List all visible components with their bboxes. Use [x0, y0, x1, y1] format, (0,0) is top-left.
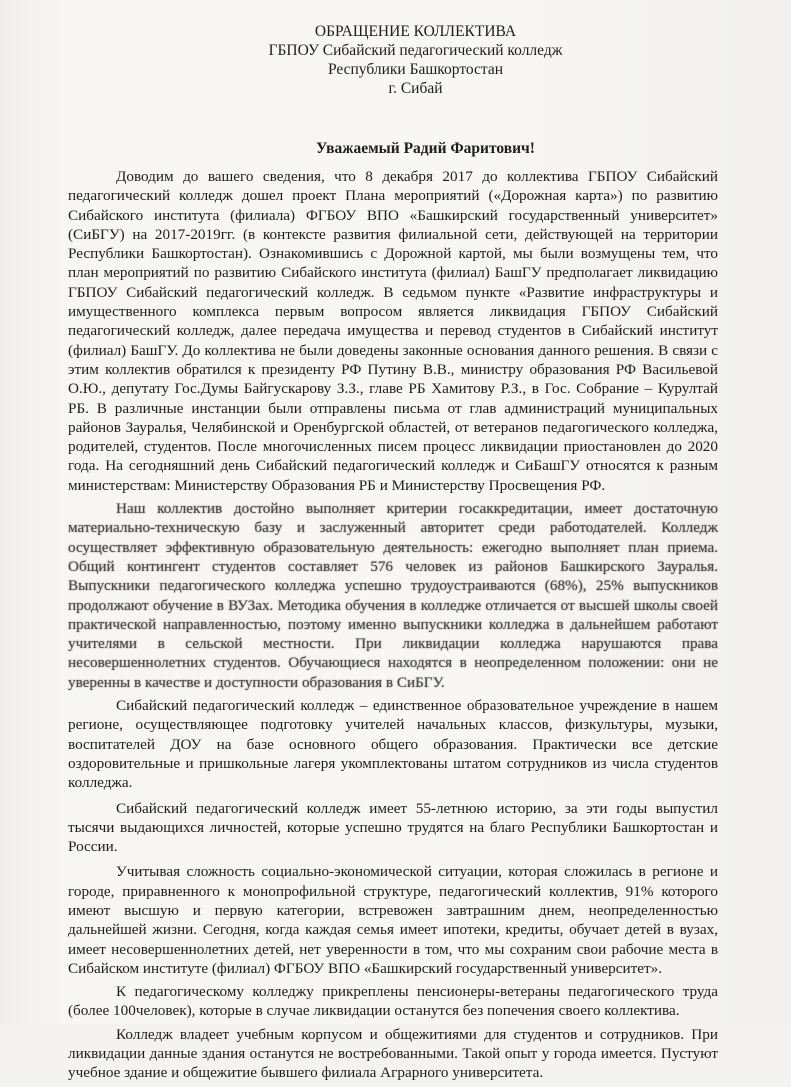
- paragraph-unique-institution: Сибайский педагогический колледж – единственное образовательное учреждение в нашем регионе, осуществляющее подготовку учителей начальных классов, физкультуры, музыки, воспитателей ДОУ на базе основного общего образования. Практически все детские оздоровительные и пришкольные лагеря укомплектованы штатом сотрудников из числа студентов колледжа.: [68, 697, 718, 792]
- header-city: г. Сибай: [388, 80, 443, 97]
- paragraph-intro: Доводим до вашего сведения, что 8 декабря 2017 до коллектива ГБПОУ Сибайский педагогический колледж дошел проект Плана мероприятий («Дорожная карта») по развитию Сибайского института (филиала) ФГБОУ ВПО «Башкирский государственный университет» (СиБГУ) на 2017-2019гг. (в контексте развития филиальной сети, действующей на территории Республики Башкортостан). Ознакомившись с Дорожной картой, мы были возмущены тем, что план мероприятий по развитию Сибайского института (филиал) БашГУ предполагает ликвидацию ГБПОУ Сибайский педагогический колледж. В седьмом пункте «Развитие инфраструктуры и имущественного комплекса первым вопросом является ликвидация ГБПОУ Сибайский педагогический колледж, далее передача имущества и перевод студентов в Сибайский институт (филиал) БашГУ. До коллектива не были доведены законные основания данного решения. В связи с этим коллектив обратился к президенту РФ Путину В.В., министру образования РФ Васильевой О.Ю., депутату Гос.Думы Байгускарову З.З., главе РБ Хамитову Р.З., в Гос. Собрание – Курултай РБ. В различные инстанции были отправлены письма от глав администраций муниципальных районов Зауралья, Челябинской и Оренбургской областей, от ветеранов педагогического колледжа, родителей, студентов. После многочисленных писем процесс ликвидации приостановлен до 2020 года. На сегодняшний день Сибайский педагогический колледж и СиБашГУ относятся к разным министерствам: Министерству Образования РБ и Министерству Просвещения РФ.: [68, 168, 718, 494]
- paragraph-socioeconomic: Учитывая сложность социально-экономической ситуации, которая сложилась в регионе и городе, приравненного к монопрофильной структуре, педагогический коллектив, 91% которого имеют высшую и первую категории, встревожен завтрашним днем, неопределенностью дальнейшей жизни. Сегодня, когда каждая семья имеет ипотеки, кредиты, обучает детей в вузах, имеет несовершеннолетних детей, нет уверенности в том, что мы сохраним свои рабочие места в Сибайском институте (филиал) ФГБОУ ВПО «Башкирский государственный университет».: [68, 863, 718, 977]
- header-organization: ГБПОУ Сибайский педагогический колледж: [268, 42, 563, 59]
- document-body: [68, 167, 718, 1087]
- document-header: [0, 22, 791, 98]
- paragraph-veterans: К педагогическому колледжу прикреплены пенсионеры-ветераны педагогического труда (более 100человек), которые в случае ликвидации останутся без попечения своего коллектива.: [68, 983, 718, 1020]
- paragraph-accreditation: Наш коллектив достойно выполняет критерии госаккредитации, имеет достаточную материально-техническую базу и заслуженный авторитет среди работодателей. Колледж осуществляет эффективную образовательную деятельность: ежегодно выполняет план приема. Общий контингент студентов составляет 576 человек из районов Башкирского Зауралья. Выпускники педагогического колледжа успешно трудоустраиваются (68%), 25% выпускников продолжают обучение в ВУЗах. Методика обучения в колледже отличается от высшей школы своей практической направленностью, поэтому именно выпускники колледжа в дальнейшем работают учителями в сельской местности. При ликвидации колледжа нарушаются права несовершеннолетних студентов. Обучающиеся находятся в неопределенном положении: они не уверенны в качестве и доступности образования в СиБГУ.: [68, 500, 718, 691]
- paragraph-history: Сибайский педагогический колледж имеет 55-летнюю историю, за эти годы выпустил тысячи выдающихся личностей, которые успешно трудятся на благо Республики Башкортостан и России.: [68, 799, 718, 856]
- greeting: Уважаемый Радий Фаритович!: [316, 140, 535, 157]
- header-title: ОБРАЩЕНИЕ КОЛЛЕКТИВА: [314, 23, 517, 40]
- paragraph-buildings: Колледж владеет учебным корпусом и общежитиями для студентов и сотрудников. При ликвидации данные здания останутся не востребованными. Такой опыт у города имеется. Пустуют учебное здание и общежитие бывшего филиала Аграрного университета.: [68, 1025, 718, 1082]
- header-republic: Республики Башкортостан: [327, 61, 504, 78]
